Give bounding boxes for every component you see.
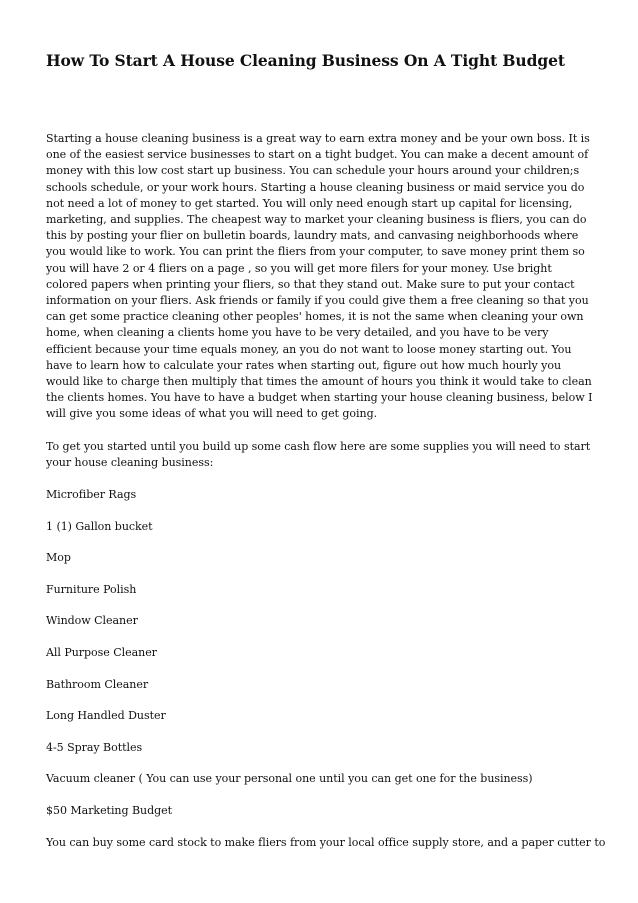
supply-item: All Purpose Cleaner xyxy=(46,646,157,660)
intro-paragraph: Starting a house cleaning business is a great way to earn extra money and be your own boss. It is one of the easiest service businesses to start on a tight budget. You can make a decent amount of money with this low cost start up business. You can schedule your hours around your children;s schools schedule, or your work hours. Starting a house cleaning business or maid service you do not need a lot of money to get started. You will only need enough start up capital for licensing, marketing, and supplies. The cheapest way to market your cleaning business is fliers, you can do this by posting your flier on bulletin boards, laundry mats, and canvasing neighborhoods where you would like to work. You can print the fliers from your computer, to save money print them so you will have 2 or 4 fliers on a page , so you will get more filers for your money. Use bright colored papers when printing your fliers, so that they stand out. Make sure to put your contact information on your fliers. Ask friends or family if you could give them a free cleaning so that you can get some practice cleaning other peoples' homes, it is not the same when cleaning your own home, when cleaning a clients home you have to be very detailed, and you have to be very efficient because your time equals money, an you do not want to loose money starting out. You have to learn how to calculate your rates when starting out, figure out how much hourly you would like to charge then multiply that times the amount of hours you think it would take to clean the clients homes. You have to have a budget when starting your house cleaning business, below I will give you some ideas of what you will need to get going. xyxy=(46,132,593,421)
supply-item: Mop xyxy=(46,551,71,565)
supply-item: Furniture Polish xyxy=(46,582,137,596)
supply-item: Microfiber Rags xyxy=(46,488,137,502)
supply-item: $50 Marketing Budget xyxy=(46,804,173,817)
document-body xyxy=(46,131,606,851)
supply-item: Bathroom Cleaner xyxy=(46,677,149,691)
supply-list xyxy=(46,487,594,819)
supply-item: Window Cleaner xyxy=(46,614,138,628)
supplies-intro-paragraph: To get you started until you build up some cash flow here are some supplies you will need to start your house cleaning business: xyxy=(46,439,591,469)
supply-item: Long Handled Duster xyxy=(46,709,166,723)
document-page xyxy=(46,50,606,851)
supply-item: 1 (1) Gallon bucket xyxy=(46,519,153,533)
document-title: How To Start A House Cleaning Business On A Tight Budget xyxy=(46,51,565,70)
closing-paragraph: You can buy some card stock to make fliers from your local office supply store, and a paper cutter to xyxy=(46,835,606,849)
supply-item: Vacuum cleaner ( You can use your personal one until you can get one for the business) xyxy=(46,772,533,786)
supply-item: 4-5 Spray Bottles xyxy=(46,740,143,754)
